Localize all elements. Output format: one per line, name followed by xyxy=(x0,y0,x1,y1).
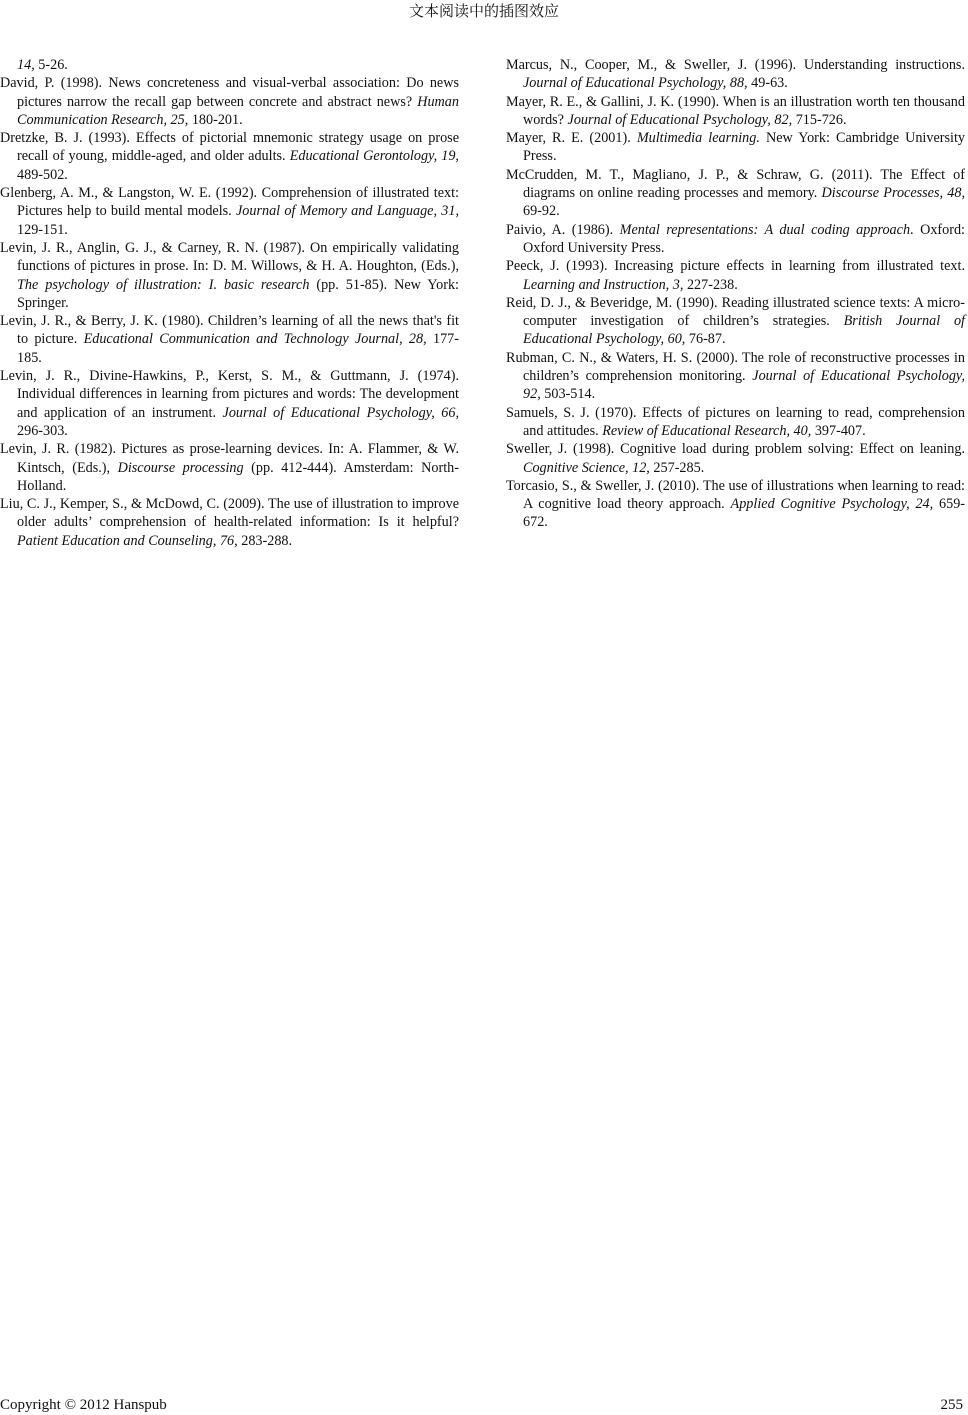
reference-entry xyxy=(506,257,965,294)
reference-pages: 49-63. xyxy=(747,75,788,92)
reference-pages: 177-185. xyxy=(17,331,459,366)
reference-text: Mayer, R. E., & Gallini, J. K. (1990). When is an illustration worth ten thousand words? xyxy=(506,93,965,128)
references-left-column xyxy=(0,56,459,550)
reference-source: Cognitive Science, 12, xyxy=(523,459,650,476)
references-right-column xyxy=(506,56,965,532)
reference-text: Levin, J. R. (1982). Pictures as prose-learning devices. In: A. Flammer, & W. Kintsch, (Eds.), xyxy=(0,441,459,476)
reference-entry xyxy=(0,184,459,239)
reference-entry xyxy=(506,349,965,404)
reference-source: Mental representations: A dual coding approach xyxy=(619,221,911,238)
reference-source: The psychology of illustration: I. basic research xyxy=(17,276,310,293)
copyright-notice: Copyright © 2012 Hanspub xyxy=(0,1397,167,1413)
reference-text: Rubman, C. N., & Waters, H. S. (2000). The role of reconstructive processes in children’s comprehension monitoring. xyxy=(506,349,965,385)
reference-pages: 180-201. xyxy=(188,111,243,128)
page-number: 255 xyxy=(940,1397,963,1413)
reference-entry xyxy=(0,129,459,184)
reference-source: Educational Communication and Technology Journal, 28, xyxy=(83,331,427,348)
reference-entry xyxy=(506,440,965,477)
reference-entry xyxy=(506,93,965,130)
reference-source: Journal of Educational Psychology, 92, xyxy=(523,368,965,403)
reference-pages: 69-92. xyxy=(523,203,560,220)
reference-source: Journal of Educational Psychology, 66, xyxy=(222,404,459,421)
reference-entry xyxy=(0,440,459,495)
reference-text: Peeck, J. (1993). Increasing picture effects in learning from illustrated text. xyxy=(506,258,965,275)
reference-source: Applied Cognitive Psychology, 24, xyxy=(730,496,934,513)
reference-text: Levin, J. R., Anglin, G. J., & Carney, R. N. (1987). On empirically validating functions of pictures in prose. In: D. M. Willows, & H. A. Houghton, (Eds.), xyxy=(0,239,459,275)
reference-pages: 129-151. xyxy=(17,221,68,238)
reference-source: Discourse Processes, 48, xyxy=(821,185,966,202)
reference-source: Multimedia learning. xyxy=(636,130,760,147)
reference-text: Torcasio, S., & Sweller, J. (2010). The use of illustrations when learning to read: A cognitive load theory approach. xyxy=(506,477,965,513)
reference-source: 14, xyxy=(17,57,35,73)
reference-source: Patient Education and Counseling, 76, xyxy=(17,532,238,549)
reference-pages: (pp. 51-85). New York: Springer. xyxy=(17,276,459,311)
reference-entry xyxy=(0,56,459,74)
reference-text: Levin, J. R., & Berry, J. K. (1980). Children’s learning of all the news that's fit to picture. xyxy=(0,313,459,348)
reference-source: Review of Educational Research, 40, xyxy=(602,422,812,439)
reference-entry xyxy=(506,477,965,532)
reference-pages: 489-502. xyxy=(17,166,68,183)
reference-source: Human Communication Research, 25, xyxy=(17,93,459,128)
reference-pages: New York: Cambridge University Press. xyxy=(523,130,965,165)
reference-text: Liu, C. J., Kemper, S., & McDowd, C. (2009). The use of illustration to improve older adults’ comprehension of health-related information: Is it helpful? xyxy=(0,496,459,531)
reference-pages: 503-514. xyxy=(540,386,596,403)
reference-pages: 76-87. xyxy=(685,331,726,348)
reference-source: Discourse processing xyxy=(117,459,244,476)
reference-pages: 227-238. xyxy=(683,276,738,293)
reference-pages: 296-303. xyxy=(17,422,68,439)
reference-source: Learning and Instruction, 3, xyxy=(523,276,684,293)
reference-text: Sweller, J. (1998). Cognitive load during problem solving: Effect on leaning. xyxy=(506,441,965,458)
reference-pages: 397-407. xyxy=(811,422,866,439)
reference-pages: 5-26. xyxy=(34,57,68,73)
reference-text: McCrudden, M. T., Magliano, J. P., & Schraw, G. (2011). The Effect of diagrams on online reading processes and memory. xyxy=(506,166,965,202)
reference-entry xyxy=(0,312,459,367)
reference-text: Dretzke, B. J. (1993). Effects of pictorial mnemonic strategy usage on prose recall of young, middle-aged, and older adults. xyxy=(0,130,459,165)
reference-pages: (pp. 412-444). Amsterdam: North-Holland. xyxy=(17,459,459,494)
reference-text: Marcus, N., Cooper, M., & Sweller, J. (1996). Understanding instructions. xyxy=(506,57,965,73)
reference-source: British Journal of Educational Psychology, 60, xyxy=(523,313,965,348)
reference-text: David, P. (1998). News concreteness and visual-verbal association: Do news pictures narrow the recall gap between concrete and abstract news? xyxy=(0,75,459,110)
reference-pages: 659-672. xyxy=(523,496,966,531)
reference-pages: 283-288. xyxy=(237,532,293,549)
reference-entry xyxy=(506,221,965,258)
reference-entry xyxy=(506,404,965,441)
reference-source: Journal of Educational Psychology, 88, xyxy=(523,75,748,92)
reference-entry xyxy=(0,367,459,440)
reference-text: Levin, J. R., Divine-Hawkins, P., Kerst, S. M., & Guttmann, J. (1974). Individual differences in learning from pictures and words: The development and application of an instrument. xyxy=(0,368,459,421)
reference-entry xyxy=(0,239,459,312)
reference-text: Mayer, R. E. (2001). xyxy=(506,130,637,147)
reference-entry xyxy=(506,294,965,349)
reference-entry xyxy=(506,56,965,93)
reference-entry xyxy=(506,129,965,166)
reference-text: Glenberg, A. M., & Langston, W. E. (1992). Comprehension of illustrated text: Pictures help to build mental models. xyxy=(0,185,459,220)
reference-text: Reid, D. J., & Beveridge, M. (1990). Reading illustrated science texts: A micro-computer investigation of children’s strategies. xyxy=(506,294,965,330)
reference-source: Journal of Memory and Language, 31, xyxy=(235,203,459,220)
reference-text: Samuels, S. J. (1970). Effects of pictures on learning to read, comprehension and attitudes. xyxy=(506,404,965,439)
reference-source: Educational Gerontology, 19, xyxy=(289,148,459,165)
reference-source: Journal of Educational Psychology, 82, xyxy=(567,111,793,128)
reference-pages: 715-726. xyxy=(792,111,847,128)
reference-pages: . Oxford: Oxford University Press. xyxy=(523,221,965,256)
reference-pages: 257-285. xyxy=(649,459,705,476)
running-head: 文本阅读中的插图效应 xyxy=(408,2,559,20)
reference-entry xyxy=(0,74,459,129)
reference-text: Paivio, A. (1986). xyxy=(506,221,620,238)
reference-entry xyxy=(0,495,459,550)
reference-entry xyxy=(506,166,965,221)
